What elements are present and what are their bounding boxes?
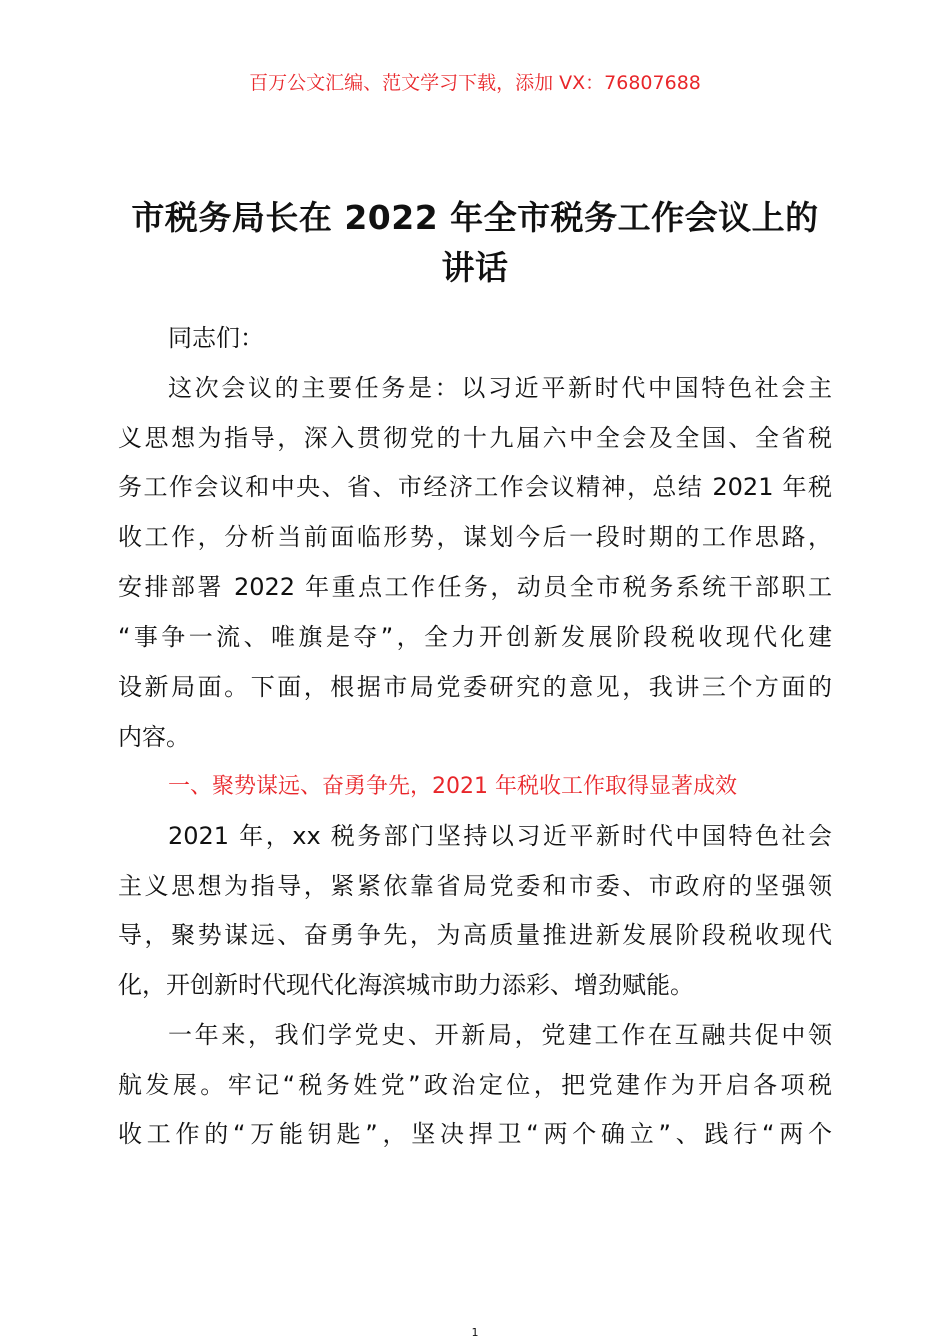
text-line: 内容。: [118, 723, 190, 751]
text-line: 导，聚势谋远、奋勇争先，为高质量推进新发展阶段税收现代: [118, 921, 832, 949]
section-heading: 一、聚势谋远、奋勇争先，2021 年税收工作取得显著成效: [168, 774, 737, 799]
document-title-line-1: 市税务局长在 2022 年全市税务工作会议上的: [131, 198, 819, 237]
text-line: 这次会议的主要任务是：以习近平新时代中国特色社会主: [168, 374, 832, 402]
text-line: 义思想为指导，深入贯彻党的十九届六中全会及全国、全省税: [118, 424, 832, 452]
salutation: 同志们：: [168, 324, 264, 352]
text-line: 航发展。牢记“税务姓党”政治定位，把党建作为开启各项税: [118, 1071, 832, 1099]
text-line: 2021 年，xx 税务部门坚持以习近平新时代中国特色社会: [168, 822, 832, 850]
text-line: “事争一流、唯旗是夺”，全力开创新发展阶段税收现代化建: [118, 623, 832, 651]
text-line: 设新局面。下面，根据市局党委研究的意见，我讲三个方面的: [118, 673, 832, 701]
watermark-header: 百万公文汇编、范文学习下载，添加 VX：76807688: [249, 72, 701, 94]
text-line: 务工作会议和中央、省、市经济工作会议精神，总结 2021 年税: [118, 473, 832, 501]
text-line: 收工作的“万能钥匙”，坚决捍卫“两个确立”、践行“两个: [118, 1120, 832, 1148]
page-number: 1: [471, 1326, 479, 1339]
text-line: 一年来，我们学党史、开新局，党建工作在互融共促中领: [168, 1021, 832, 1049]
text-line: 主义思想为指导，紧紧依靠省局党委和市委、市政府的坚强领: [118, 872, 832, 900]
document-title-line-2: 讲话: [441, 248, 509, 287]
text-line: 收工作，分析当前面临形势，谋划今后一段时期的工作思路，: [118, 523, 832, 551]
text-line: 安排部署 2022 年重点工作任务，动员全市税务系统干部职工: [118, 573, 832, 601]
text-line: 化，开创新时代现代化海滨城市助力添彩、增劲赋能。: [118, 971, 694, 999]
